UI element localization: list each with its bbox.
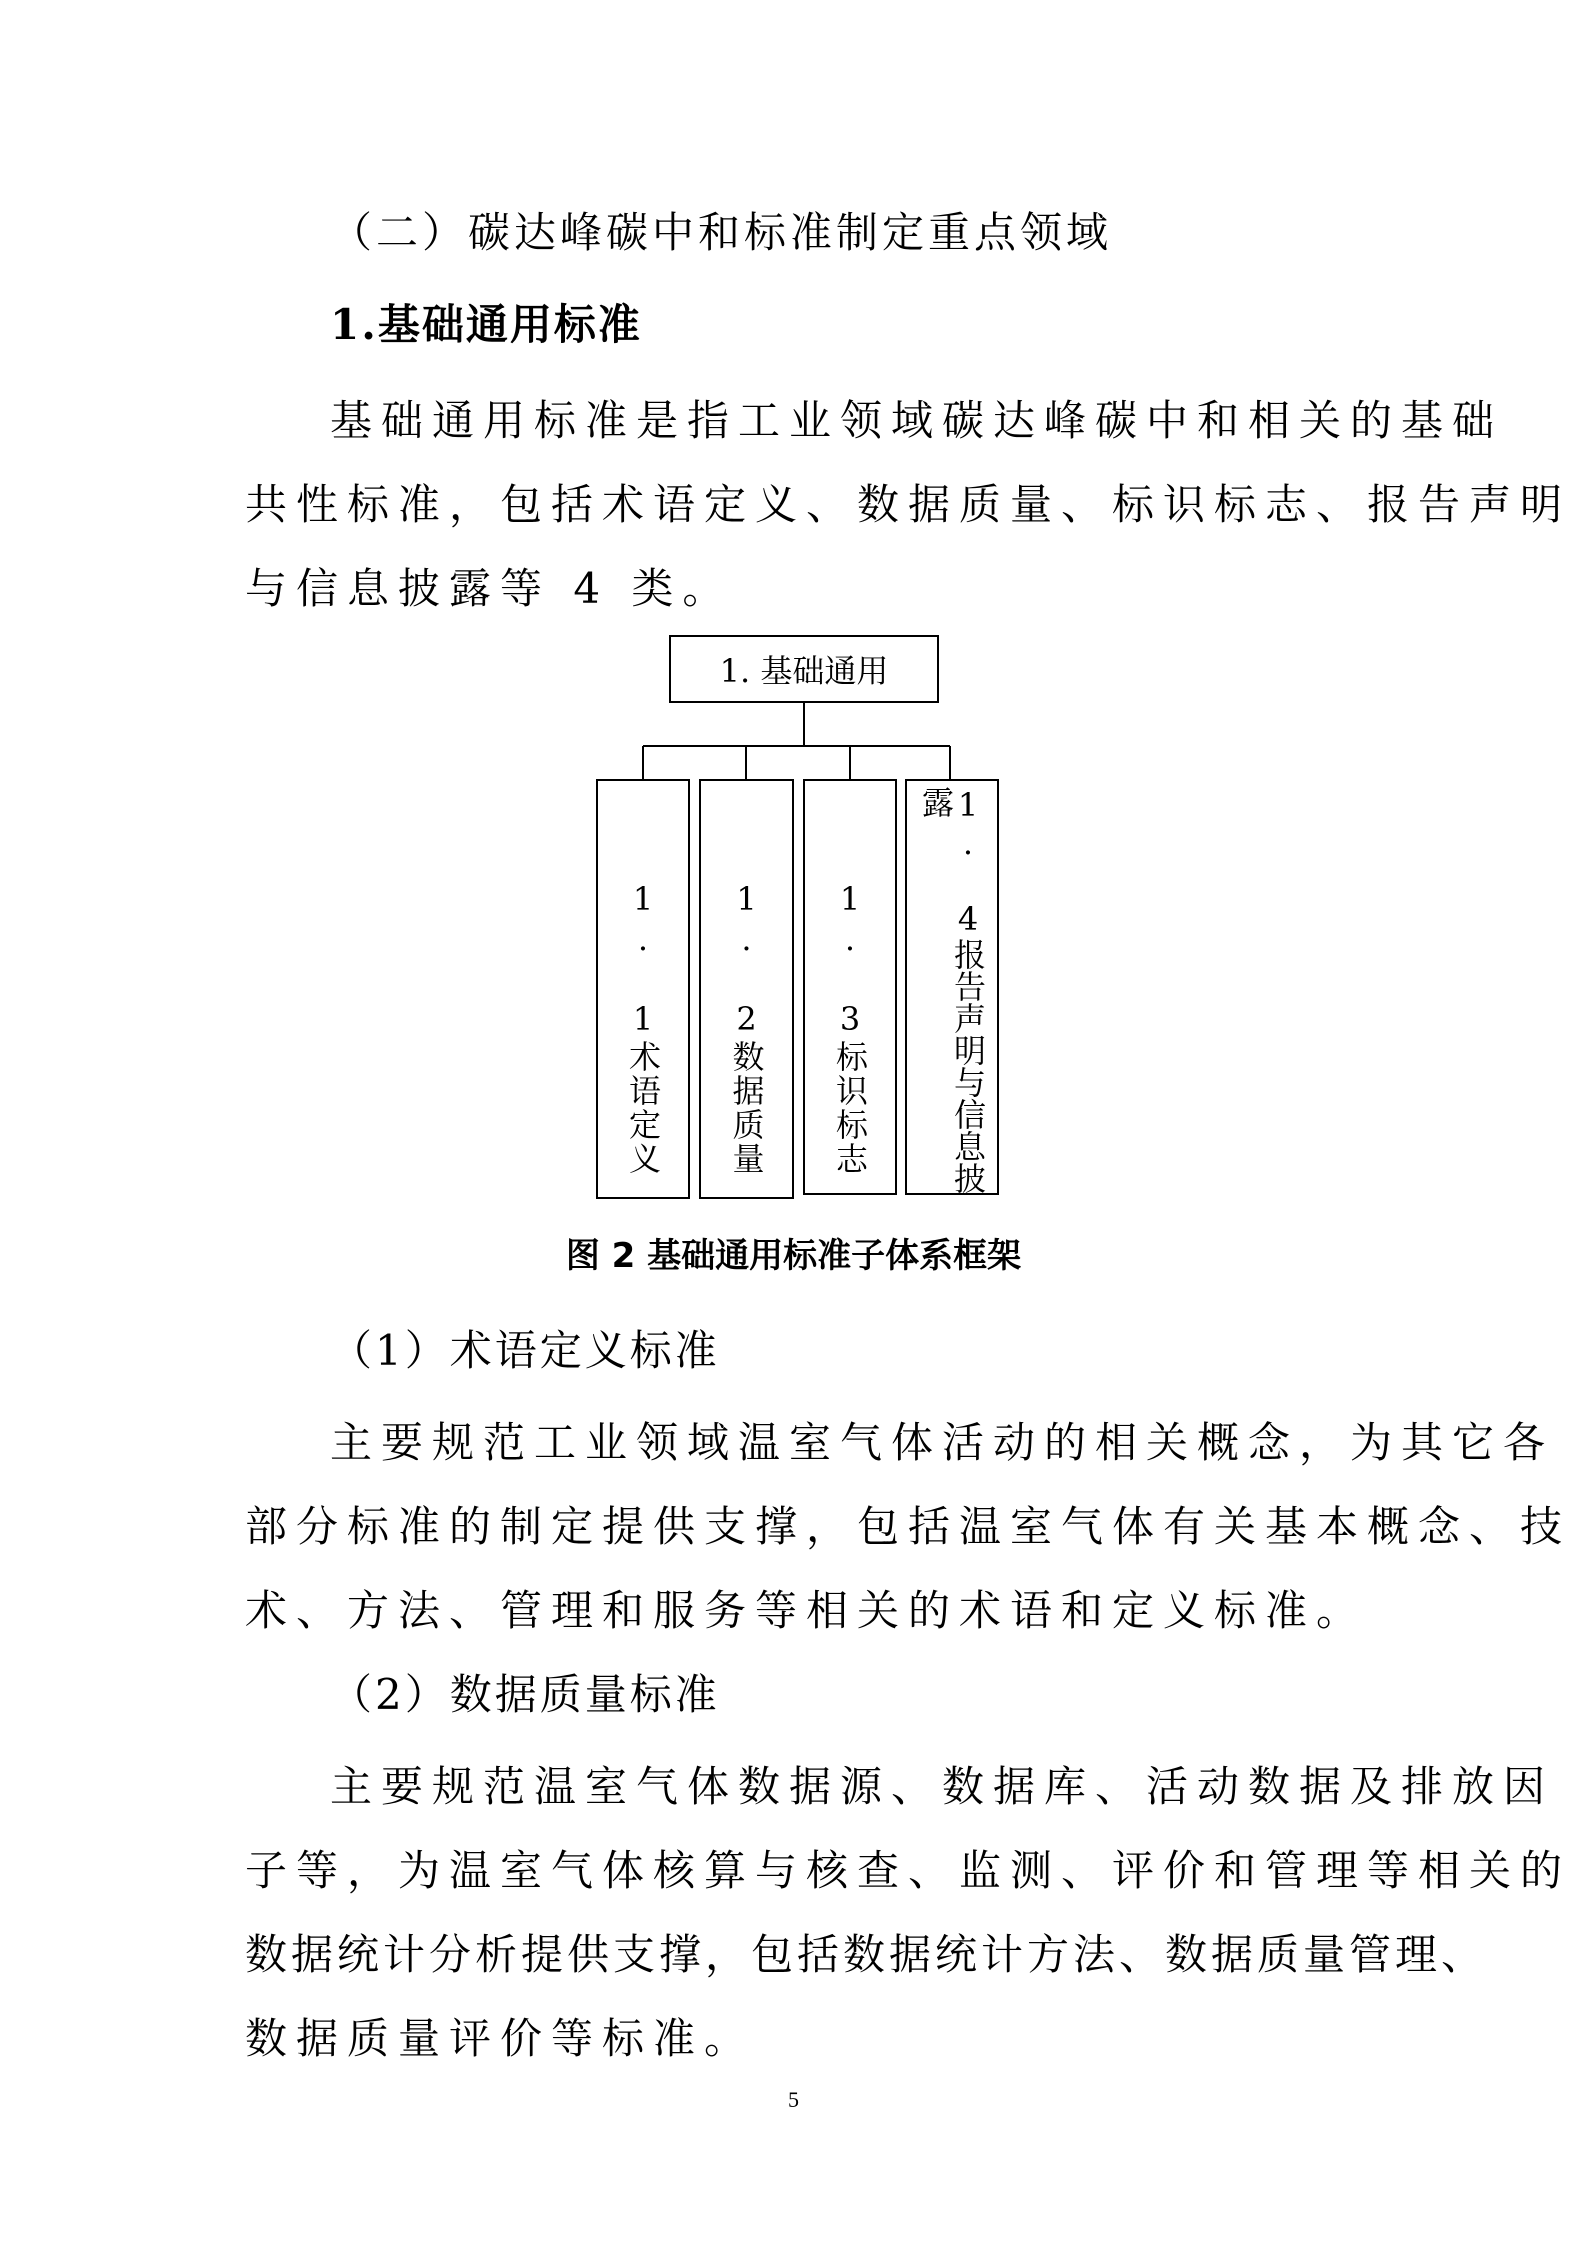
intro-line-3: 与信息披露等 4 类。 — [245, 564, 734, 613]
child-label-2: 1. 2数据质量 — [727, 880, 766, 1176]
intro-line-2: 共性标准，包括术语定义、数据质量、标识标志、报告声明 — [245, 480, 1572, 529]
item2-line-3: 数据统计分析提供支撑，包括数据统计方法、数据质量管理、 — [245, 1930, 1488, 1979]
root-label: 1. 基础通用 — [719, 652, 889, 690]
item1-line-1: 主要规范工业领域温室气体活动的相关概念，为其它各 — [330, 1418, 1555, 1467]
item1-line-2: 部分标准的制定提供支撑，包括温室气体有关基本概念、技 — [245, 1502, 1572, 1551]
intro-line-1: 基础通用标准是指工业领域碳达峰碳中和相关的基础 — [330, 396, 1504, 445]
sub-title: 1.基础通用标准 — [330, 300, 642, 349]
child-label-1: 1. 1术语定义 — [624, 880, 662, 1176]
child-label-3: 1. 3标识标志 — [831, 880, 869, 1176]
item1-title: （1）术语定义标准 — [330, 1326, 720, 1375]
page-number: 5 — [788, 2087, 799, 2112]
figure-caption: 图 2 基础通用标准子体系框架 — [565, 1236, 1022, 1276]
item1-line-3: 术、方法、管理和服务等相关的术语和定义标准。 — [245, 1586, 1368, 1635]
section-title: （二）碳达峰碳中和标准制定重点领域 — [330, 208, 1113, 257]
item2-line-1: 主要规范温室气体数据源、数据库、活动数据及排放因 — [330, 1762, 1555, 1811]
item2-line-2: 子等，为温室气体核算与核查、监测、评价和管理等相关的 — [245, 1846, 1572, 1895]
item2-line-4: 数据质量评价等标准。 — [245, 2014, 756, 2063]
child-label-4: 1. 4报告声明与信息披露 — [917, 786, 987, 1194]
item2-title: （2）数据质量标准 — [330, 1670, 720, 1719]
